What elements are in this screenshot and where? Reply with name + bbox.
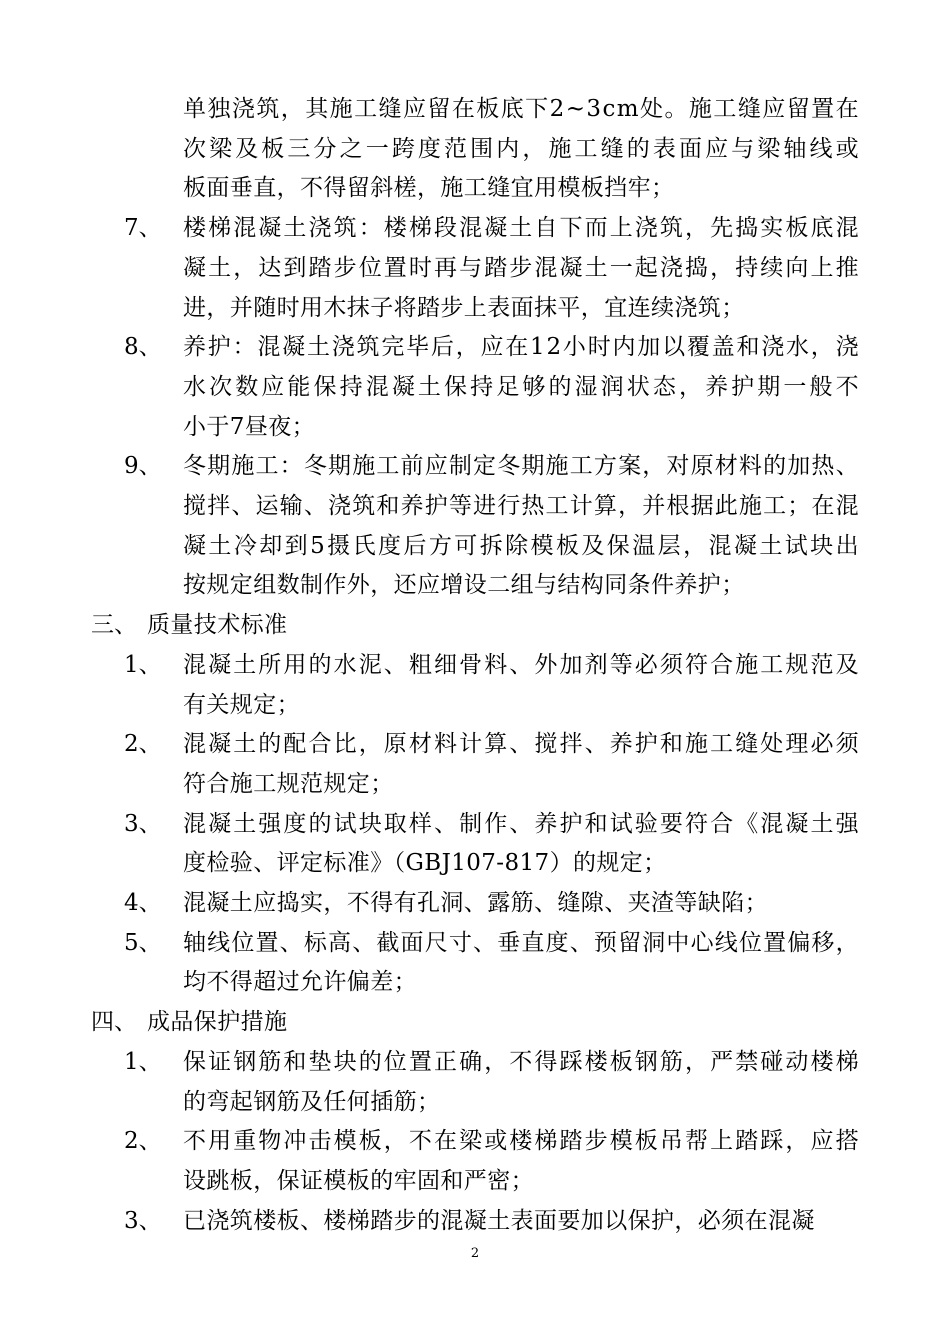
item-marker: 3、: [124, 810, 162, 837]
section-heading: 成品保护措施: [147, 1009, 288, 1036]
text-line: 楼梯混凝土浇筑：楼梯段混凝土自下而上浇筑，先捣实板底混: [183, 215, 861, 242]
item-marker: 4、: [124, 890, 162, 916]
text-line: 设跳板，保证模板的牢固和严密；: [183, 1167, 534, 1194]
text-line: 进，并随时用木抹子将踏步上表面抹平，宜连续浇筑；: [183, 294, 745, 321]
item-marker: 9、: [124, 453, 162, 480]
item-marker: 1、: [124, 651, 162, 678]
text-line: 冬期施工：冬期施工前应制定冬期施工方案，对原材料的加热、: [183, 453, 860, 480]
text-line: 搅拌、运输、浇筑和养护等进行热工计算，并根据此施工；在混: [183, 493, 860, 519]
text-line: 养护：混凝土浇筑完毕后，应在12小时内加以覆盖和浇水，浇: [183, 334, 861, 361]
item-marker: 3、: [124, 1207, 162, 1234]
item-marker: 7、: [124, 215, 162, 242]
text-line: 混凝土强度的试块取样、制作、养护和试验要符合《混凝土强: [183, 810, 861, 837]
text-line: 次梁及板三分之一跨度范围内，施工缝的表面应与梁轴线或: [183, 135, 862, 162]
text-line: 轴线位置、标高、截面尺寸、垂直度、预留洞中心线位置偏移，: [183, 929, 860, 956]
text-line: 板面垂直，不得留斜槎，施工缝宜用模板挡牢；: [183, 175, 675, 202]
text-line: 保证钢筋和垫块的位置正确，不得踩楼板钢筋，严禁碰动楼梯: [183, 1048, 861, 1075]
text-line: 符合施工规范规定；: [183, 770, 394, 797]
item-marker: 2、: [124, 1128, 162, 1155]
item-marker: 2、: [124, 731, 162, 758]
page-number: 2: [470, 1246, 480, 1261]
text-line: 混凝土的配合比，原材料计算、搅拌、养护和施工缝处理必须: [183, 731, 861, 758]
text-line: 凝土冷却到5摄氏度后方可拆除模板及保温层，混凝土试块出: [183, 532, 862, 559]
text-line: 小于7昼夜；: [183, 413, 316, 440]
text-line: 的弯起钢筋及任何插筋；: [183, 1088, 441, 1115]
text-line: 均不得超过允许偏差；: [183, 969, 417, 996]
item-marker: 1、: [124, 1048, 162, 1075]
item-marker: 5、: [124, 929, 162, 956]
section-heading: 质量技术标准: [147, 612, 288, 639]
section-marker: 三、: [91, 612, 137, 639]
text-line: 已浇筑楼板、楼梯踏步的混凝土表面要加以保护，必须在混凝: [183, 1207, 815, 1234]
text-line: 凝土，达到踏步位置时再与踏步混凝土一起浇捣，持续向上推: [183, 254, 861, 281]
text-line: 按规定组数制作外，还应增设二组与结构同条件养护；: [183, 572, 745, 599]
text-line: 混凝土所用的水泥、粗细骨料、外加剂等必须符合施工规范及: [183, 651, 861, 678]
text-line: 水次数应能保持混凝土保持足够的湿润状态，养护期一般不: [183, 373, 862, 400]
text-line: 有关规定；: [183, 691, 300, 718]
item-marker: 8、: [124, 334, 162, 361]
text-line: 单独浇筑，其施工缝应留在板底下2~3cm处。施工缝应留置在: [183, 96, 861, 122]
text-line: 度检验、评定标准》（GBJ107-817）的规定；: [183, 850, 667, 877]
text-line: 不用重物冲击模板，不在梁或楼梯踏步模板吊帮上踏踩，应搭: [183, 1128, 861, 1155]
text-line: 混凝土应捣实，不得有孔洞、露筋、缝隙、夹渣等缺陷；: [183, 890, 768, 916]
section-marker: 四、: [91, 1009, 137, 1036]
